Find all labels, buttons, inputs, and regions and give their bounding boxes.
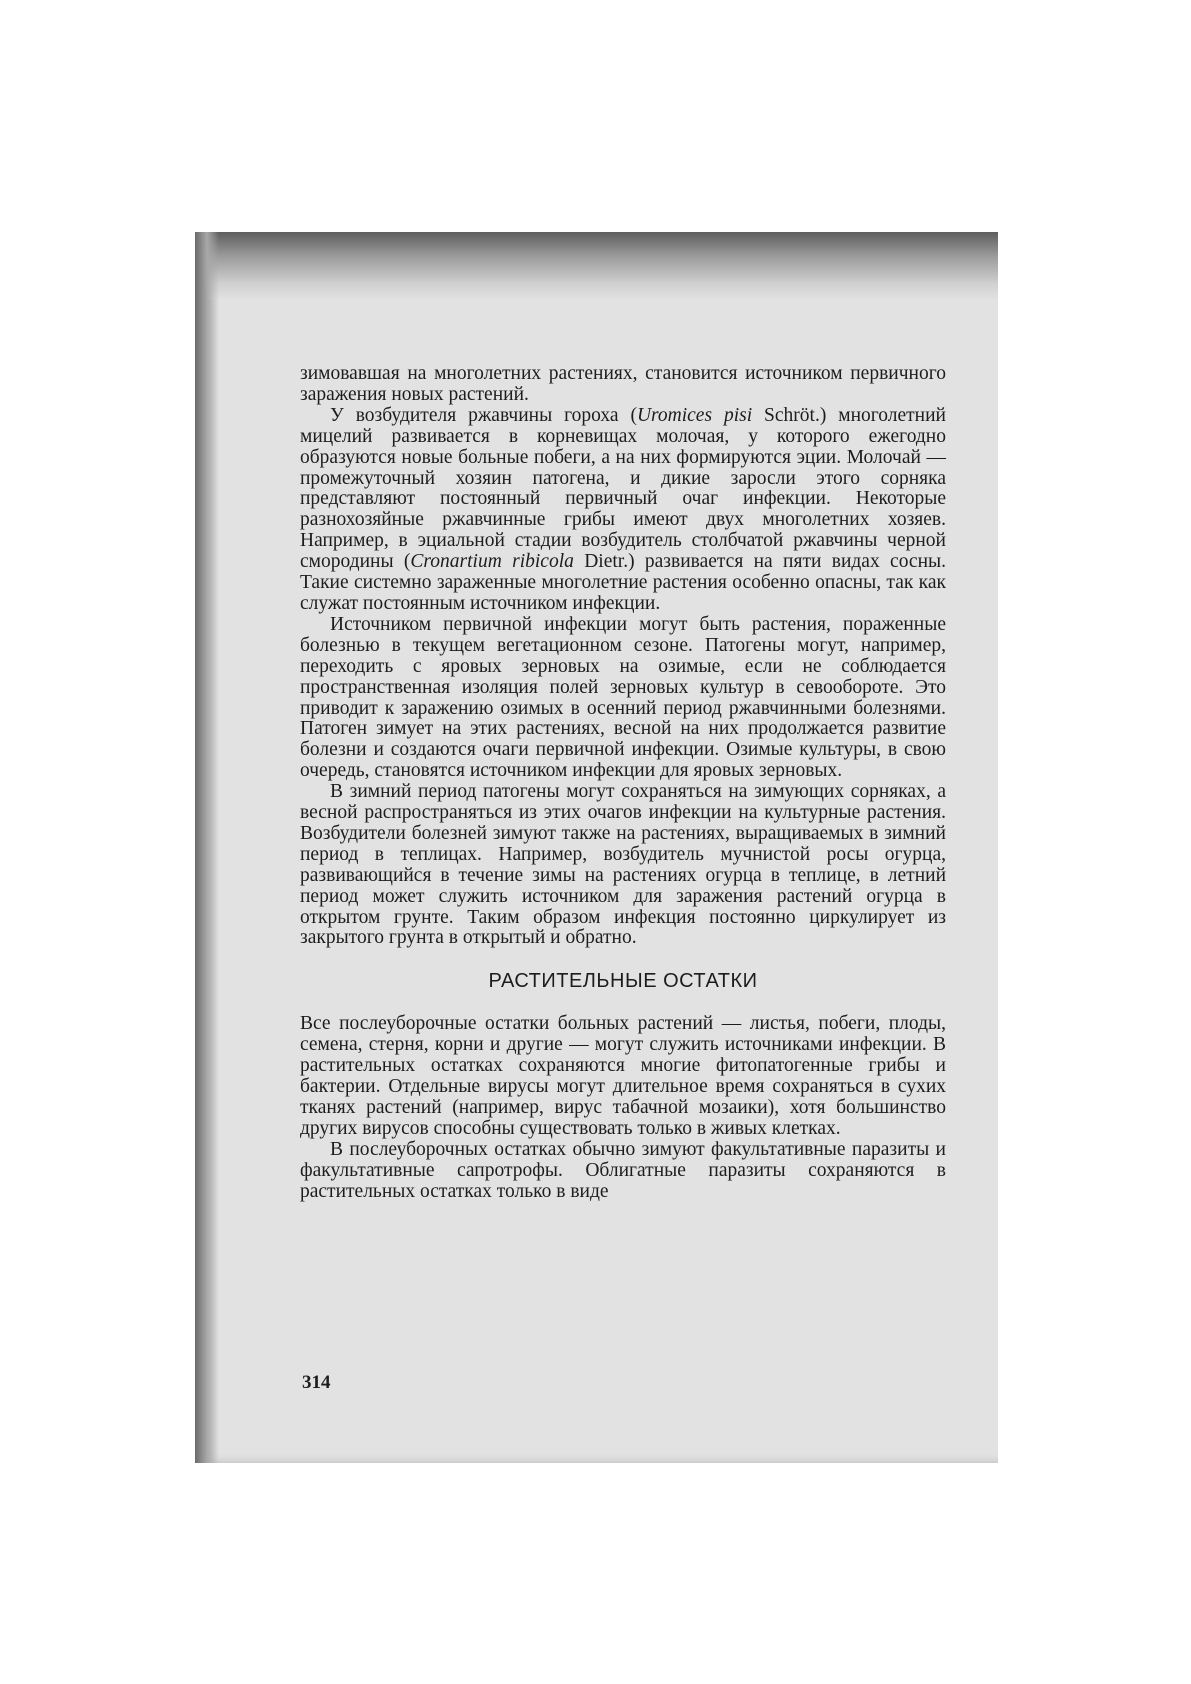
p2-text-a: У возбудителя ржавчины гороха (	[330, 404, 637, 426]
paragraph-5: Все послеуборочные остатки больных растений — листья, побеги, плоды, семена, стерня, корни и другие — могут служить источниками инфекции. В растительных остатках сохраняются многие фитопатогенные грибы и бактерии. Отдельные вирусы могут длительное время сохраняться в сухих тканях растений (например, вирус табачной мозаики), хотя большинство других вирусов способны существовать только в живых клетках.	[300, 1013, 946, 1139]
paragraph-3: Источником первичной инфекции могут быть растения, пораженные болезнью в текущем вегетационном сезоне. Патогены могут, например, переходить с яровых зерновых на озимые, если не соблюдается пространственная изоляция полей зерновых культур в севообороте. Это приводит к заражению озимых в осенний период ржавчинными болезнями. Патоген зимует на этих растениях, весной на них продолжается развитие болезни и создаются очаги первичной инфекции. Озимые культуры, в свою очередь, становятся источником инфекции для яровых зерновых.	[300, 613, 946, 782]
paragraph-4: В зимний период патогены могут сохраняться на зимующих сорняках, а весной распространяться из этих очагов инфекции на культурные растения. Возбудители болезней зимуют также на растениях, выращиваемых в зимний период в теплицах. Например, возбудитель мучнистой росы огурца, развивающийся в течение зимы на растениях огурца в теплице, в летний период может служить источником для заражения растений огурца в открытом грунте. Таким образом инфекция постоянно циркулирует из закрытого грунта в открытый и обратно.	[300, 781, 946, 949]
scan-shadow-top	[195, 232, 998, 300]
p2-text-c: Dietr.) развивается на пяти видах сосны. Такие системно зараженные многолетние растения особенно опасны, так как служат постоянным источником инфекции.	[300, 551, 947, 614]
paragraph-2	[300, 406, 946, 615]
section-heading: РАСТИТЕЛЬНЫЕ ОСТАТКИ	[488, 970, 758, 993]
paragraph-1: зимовавшая на многолетних растениях, становится источником первичного заражения новых растений.	[300, 363, 946, 405]
paragraph-6: В послеуборочных остатках обычно зимуют факультативные паразиты и факультативные сапротрофы. Облигатные паразиты сохраняются в растительных остатках только в виде	[300, 1138, 946, 1202]
latin-name-uromices: Uromices pisi	[636, 404, 753, 426]
page-number: 314	[302, 1372, 331, 1393]
scan-shadow-left	[195, 232, 219, 1463]
p2-text-b: Schröt.) многолетний мицелий развивается в корневищах молочая, у которого ежегодно образуются новые больные побеги, а на них формируются эции. Молочай — промежуточный хозяин патогена, и дикие заросли этого сорняка представляют постоянный первичный очаг инфекции. Некоторые разнохозяйные ржавчинные грибы имеют двух многолетних хозяев. Например, в эциальной стадии возбудитель столбчатой ржавчины черной смородины (	[300, 404, 946, 573]
latin-name-cronartium: Cronartium ribicola	[410, 551, 574, 573]
page-text	[300, 364, 946, 1202]
